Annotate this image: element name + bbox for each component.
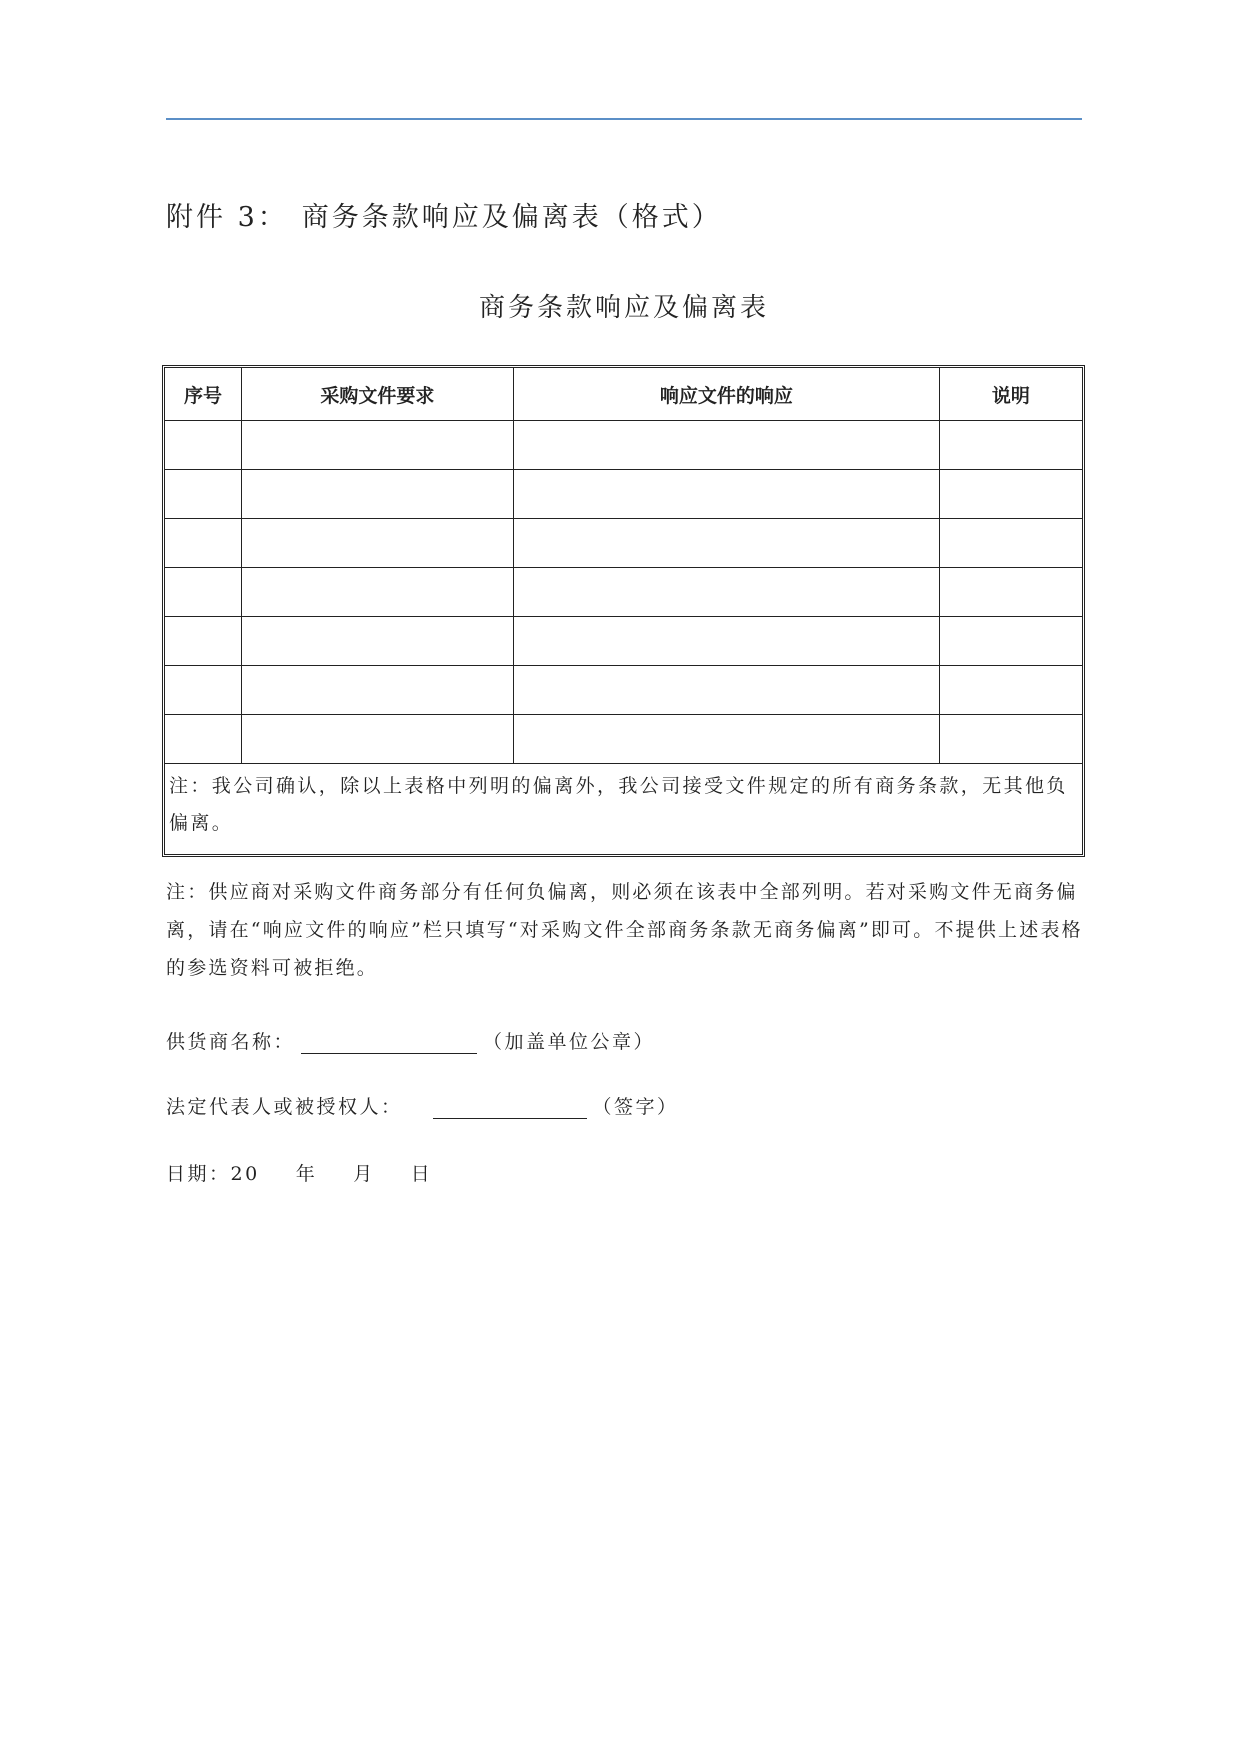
supplier-name-label: 供货商名称： xyxy=(166,1031,296,1053)
cell-response[interactable] xyxy=(513,470,939,519)
cell-serial-no[interactable] xyxy=(165,421,241,470)
cell-response[interactable] xyxy=(513,715,939,764)
table-row xyxy=(165,568,1082,617)
table-row xyxy=(165,519,1082,568)
header-response: 响应文件的响应 xyxy=(513,368,939,421)
cell-requirement[interactable] xyxy=(241,568,513,617)
supplier-name-line xyxy=(166,1027,655,1054)
cell-remark[interactable] xyxy=(939,421,1082,470)
cell-remark[interactable] xyxy=(939,568,1082,617)
cell-remark[interactable] xyxy=(939,715,1082,764)
table-body xyxy=(165,421,1082,855)
attachment-label: 附件 3： xyxy=(166,202,288,233)
date-month: 月 xyxy=(353,1163,375,1185)
cell-response[interactable] xyxy=(513,666,939,715)
deviation-table-frame xyxy=(162,365,1085,857)
cell-serial-no[interactable] xyxy=(165,617,241,666)
table-row xyxy=(165,421,1082,470)
date-year: 年 xyxy=(295,1163,318,1185)
cell-requirement[interactable] xyxy=(241,715,513,764)
cell-serial-no[interactable] xyxy=(165,666,241,715)
table-note: 注：我公司确认，除以上表格中列明的偏离外，我公司接受文件规定的所有商务条款，无其他负偏离。 xyxy=(165,764,1082,855)
cell-response[interactable] xyxy=(513,421,939,470)
cell-serial-no[interactable] xyxy=(165,568,241,617)
cell-serial-no[interactable] xyxy=(165,715,241,764)
legal-rep-sign-note: （签字） xyxy=(592,1096,679,1118)
cell-remark[interactable] xyxy=(939,470,1082,519)
cell-remark[interactable] xyxy=(939,519,1082,568)
supplier-name-blank[interactable] xyxy=(301,1031,477,1054)
legal-rep-blank[interactable] xyxy=(433,1096,587,1119)
cell-remark[interactable] xyxy=(939,666,1082,715)
footnote: 注：供应商对采购文件商务部分有任何负偏离，则必须在该表中全部列明。若对采购文件无商务偏离，请在“响应文件的响应”栏只填写“对采购文件全部商务条款无商务偏离”即可。不提供上述表格的参选资料可被拒绝。 xyxy=(166,881,1083,979)
cell-requirement[interactable] xyxy=(241,519,513,568)
legal-rep-line xyxy=(166,1092,679,1119)
table-row xyxy=(165,470,1082,519)
cell-response[interactable] xyxy=(513,568,939,617)
header-requirement: 采购文件要求 xyxy=(241,368,513,421)
cell-response[interactable] xyxy=(513,519,939,568)
table-note-row xyxy=(165,764,1082,855)
cell-requirement[interactable] xyxy=(241,421,513,470)
cell-serial-no[interactable] xyxy=(165,470,241,519)
date-label: 日期：20 xyxy=(166,1163,260,1185)
supplier-seal-note: （加盖单位公章） xyxy=(483,1031,656,1053)
cell-serial-no[interactable] xyxy=(165,519,241,568)
legal-rep-label: 法定代表人或被授权人： xyxy=(166,1096,403,1118)
date-line xyxy=(166,1159,432,1186)
table-header-row xyxy=(165,368,1082,421)
deviation-table xyxy=(165,368,1082,854)
table-title: 商务条款响应及偏离表 xyxy=(478,293,769,323)
cell-requirement[interactable] xyxy=(241,617,513,666)
header-rule xyxy=(166,118,1082,120)
table-row xyxy=(165,617,1082,666)
cell-response[interactable] xyxy=(513,617,939,666)
cell-requirement[interactable] xyxy=(241,470,513,519)
cell-remark[interactable] xyxy=(939,617,1082,666)
date-day: 日 xyxy=(410,1163,433,1185)
attachment-title: 商务条款响应及偏离表（格式） xyxy=(301,202,722,233)
header-serial-no: 序号 xyxy=(165,368,241,421)
table-row xyxy=(165,666,1082,715)
header-remark: 说明 xyxy=(939,368,1082,421)
cell-requirement[interactable] xyxy=(241,666,513,715)
table-row xyxy=(165,715,1082,764)
attachment-heading xyxy=(166,195,722,234)
